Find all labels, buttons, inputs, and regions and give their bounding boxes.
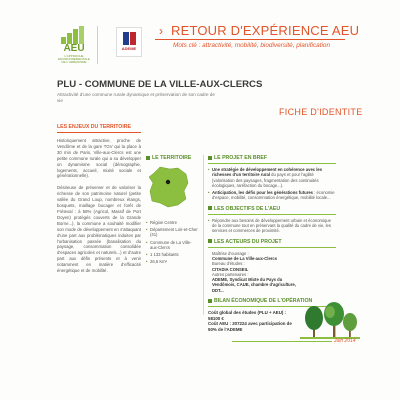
section-rule bbox=[208, 163, 336, 164]
header-divider bbox=[97, 26, 98, 64]
aeu-logo-text: AEU bbox=[63, 43, 85, 54]
square-bullet-icon bbox=[208, 206, 212, 210]
list-item: • Répondre aux besoins de développement urbain et économique de la commune tout en préservant la qualité du cadre de vie, les services et commerces de proximité. bbox=[208, 218, 336, 234]
list-item: • Anticipation, les défis pour les générations futures : économie d'espace, mobilité, consommation énergétique, mobilité locale... bbox=[208, 190, 336, 201]
bilan-line: Coût AEU : 207224 avec participation de 50% de l'ADEME bbox=[208, 321, 292, 332]
acteurs-title: LES ACTEURS DU PROJET bbox=[208, 239, 336, 245]
fiche-title: FICHE D'IDENTITE bbox=[279, 107, 363, 117]
section-rule bbox=[208, 247, 336, 248]
enjeux-title: LES ENJEUX DU TERRITOIRE bbox=[57, 124, 131, 130]
list-item: • Une stratégie de développement en cohérence avec les richesses d'un territoire rural du pays et pour l'agilité (valorisation des paysages, fragmentation des continuités écologiques, raréfaction du bocage...). bbox=[208, 167, 336, 188]
enjeux-paragraph: Désireuse de préserver et de valoriser la richesse de son patrimoine naturel (petite vallée du Grand Loup, nombreux étangs, bosquets, maillage bocager et forêt de Fréteval : à 58% (Agricol, Massif de Port Doyen) protégés couverts de la Grande Borne...), la commune a souhaité modifier son mode de développement en s'attaquant d'une part aux problématiques induites par l'urbanisation passée (banalisation du paysage, consommation consolidée d'espaces agricoles et naturels...) et d'autre part aux défis présents et à venir notamment en matière d'efficacité énergétique et de mobilité. bbox=[57, 185, 141, 274]
map-location-marker bbox=[166, 180, 170, 184]
retour-title-text: RETOUR D'EXPÉRIENCE AEU bbox=[171, 23, 360, 38]
section-rule bbox=[208, 214, 336, 215]
objectifs-title: LES OBJECTIFS DE L'AEU bbox=[208, 206, 336, 212]
territoire-section bbox=[146, 155, 198, 266]
aeu-logo bbox=[57, 26, 91, 64]
enjeux-paragraph: Historiquement attractive, proche de Vendôme et de la gare TGV qui la place à 30 min de Paris, Ville-aux-Clercs est une petite commune rurale qui a su développer un dynamisme social (démographie, logements, accueil, mixité sociale et générationnelle). bbox=[57, 138, 141, 179]
enjeux-section bbox=[57, 124, 141, 274]
objectifs-section bbox=[208, 206, 336, 234]
ademe-mark-icon bbox=[123, 32, 136, 45]
actor-line: Maîtrise d'ouvrage : bbox=[212, 250, 249, 256]
bilan-title: BILAN ÉCONOMIQUE DE L'OPÉRATION bbox=[208, 298, 336, 304]
bilan-line: Coût global des études (PLU + AEU) : 58100 € bbox=[208, 310, 287, 321]
list-item: • 26,6 Km² bbox=[146, 259, 198, 264]
territoire-title: LE TERRITOIRE bbox=[146, 155, 198, 161]
aeu-logo-graphic bbox=[61, 26, 87, 44]
territoire-facts bbox=[146, 220, 198, 264]
list-item: • Région Centre bbox=[146, 220, 198, 225]
retour-title bbox=[159, 23, 359, 38]
header-underline bbox=[155, 39, 345, 40]
retour-subtitle: Mots clé : attractivité, mobilité, biodiversité, planification bbox=[173, 42, 330, 49]
square-bullet-icon bbox=[208, 299, 212, 303]
aeu-logo-subtext: L'APPROCHE ENVIRONNEMENTALE DE L'URBANISME bbox=[58, 54, 90, 64]
square-bullet-icon bbox=[146, 156, 150, 160]
projet-section bbox=[208, 155, 336, 201]
page-subtitle: Attractivité d'une commune rurale dynamique et préservation de son cadre de vie bbox=[57, 92, 215, 103]
actor-line: ADEME, Syndicat Mixte du Pays du Vendômois, CAUE, chambre d'agriculture, DDT... bbox=[212, 277, 296, 293]
projet-title: LE PROJET EN BREF bbox=[208, 155, 336, 161]
trees-illustration bbox=[300, 302, 360, 340]
list-item: • Commune de La Ville-aux-Clercs bbox=[146, 240, 198, 250]
list-item: • 1 133 habitants bbox=[146, 252, 198, 257]
acteurs-section bbox=[208, 239, 336, 293]
square-bullet-icon bbox=[208, 156, 212, 160]
ademe-logo bbox=[116, 27, 142, 57]
column-divider bbox=[203, 155, 204, 315]
publication-date: Juin 2014 bbox=[334, 338, 356, 344]
chevron-right-icon: › bbox=[159, 24, 164, 38]
footer-rule bbox=[232, 341, 332, 342]
actor-line: CITADIA CONSEIL bbox=[212, 266, 249, 272]
actor-line: Autres partenaires : bbox=[212, 271, 249, 277]
page-title: PLU - COMMUNE DE LA VILLE-AUX-CLERCS bbox=[57, 79, 263, 90]
actor-line: Commune de La Ville-aux-Clercs bbox=[212, 255, 278, 261]
square-bullet-icon bbox=[208, 239, 212, 243]
france-map-icon bbox=[146, 165, 192, 209]
ademe-logo-text: ADEME bbox=[121, 46, 137, 51]
actor-line: Bureau d'études : bbox=[212, 261, 245, 267]
list-item: • Département Loir-et-Cher (41) bbox=[146, 227, 198, 237]
enjeux-rule bbox=[57, 132, 141, 133]
